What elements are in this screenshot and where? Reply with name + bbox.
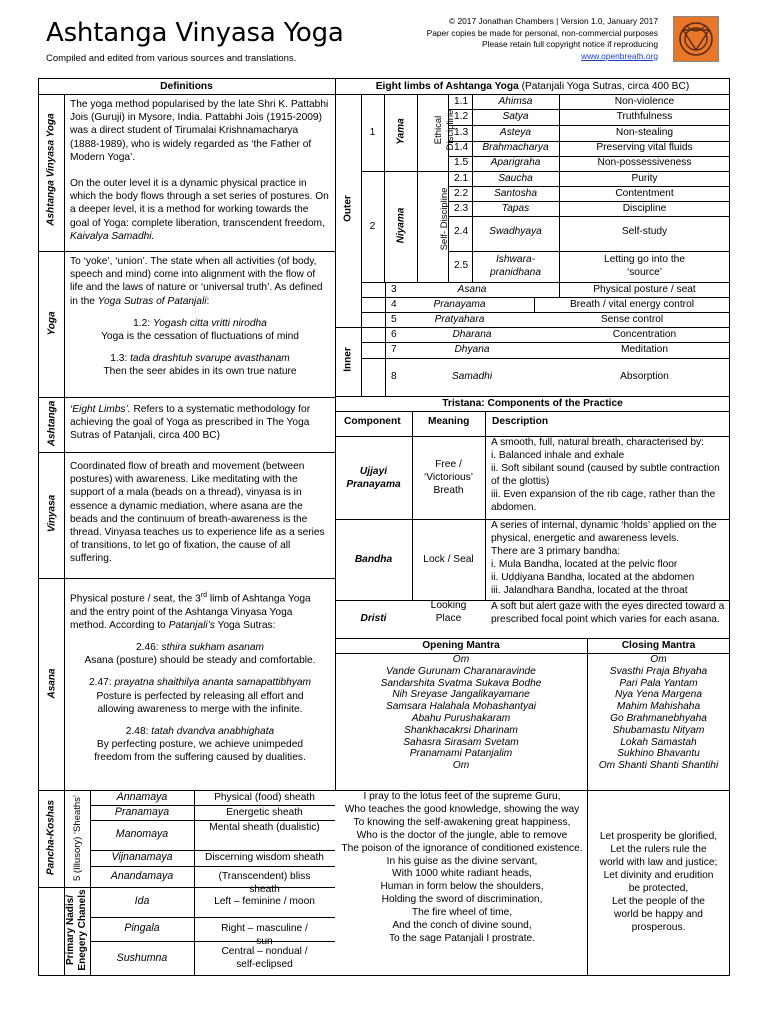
limb-english: Concentration: [612, 329, 677, 340]
nadi-english: Left – feminine / moon: [214, 896, 315, 907]
opening-mantra-sanskrit: [335, 654, 587, 772]
limb-sanskrit: Samadhi: [451, 371, 493, 382]
def-label-ashtanga: Ashtanga: [46, 400, 58, 447]
limb-sanskrit: Brahmacharya: [482, 142, 549, 153]
limb-number: 1.4: [454, 142, 469, 153]
tristana-description: [491, 520, 727, 597]
nadi-row-divider: [90, 917, 335, 918]
limb-english: Non-possessiveness: [597, 157, 692, 168]
limb-number: 7: [391, 344, 397, 355]
limb-number: 8: [391, 371, 397, 382]
limb-number: 2.3: [454, 203, 469, 214]
limb-number: 1.2: [454, 111, 469, 122]
retain-note: Please retain full copyright notice if reproducing: [482, 39, 658, 49]
tristana-col-component: Component: [344, 416, 401, 427]
kosha-sanskrit: Vijnanamaya: [111, 851, 173, 863]
kosha-row-divider: [90, 866, 335, 867]
mantra-line: In his guise as the divine servant,: [386, 855, 538, 867]
mantra-line: Go Brahmanebhyaha: [610, 712, 707, 724]
tristana-component: Dristi: [360, 613, 387, 624]
chakra-symbol-icon: [673, 16, 719, 62]
tristana-description-line: A soft but alert gaze with the eyes directed toward a prescribed focal point which varies for each asana.: [491, 601, 725, 625]
limb-english: Absorption: [620, 371, 669, 382]
tristana-component: Ujjayi Pranayama: [346, 465, 401, 490]
page-subtitle: Compiled and edited from various sources and translations.: [46, 53, 297, 64]
limb-english: Non-violence: [614, 96, 675, 107]
tristana-description-line: A series of internal, dynamic ‘holds’ applied on the physical, energetic and awareness levels.: [491, 520, 717, 544]
ethical-discipline-label: Ethical Discipline: [433, 109, 456, 151]
nadi-sanskrit: Sushumna: [116, 951, 168, 964]
mantra-line: Let the rulers rule the: [610, 844, 707, 855]
nadi-sanskrit: Pingala: [124, 922, 160, 934]
tristana-description-line: i. Balanced inhale and exhale: [491, 449, 625, 461]
mantra-line: I pray to the lotus feet of the supreme Guru,: [363, 791, 561, 802]
asana-sutra-2-48-translation-1: By perfecting posture, we achieve unimpeded: [96, 739, 304, 751]
mantra-line: Shubamastu Nityam: [612, 724, 705, 736]
def-text-asana: Physical posture / seat, the 3rd limb of Ashtanga Yoga and the entry point of the Ashtanga Vinyasa Yoga method. According to Patanjali’s Yoga Sutras: 2.46: sthira sukham asanam Asana (posture) should be steady and comfortable. 2.47: prayatna shaithilya ananta samapattibhyam Posture is perfected by releasing all effort and allowing awareness to merge with the infinite. 2.48: tatah dvandva anabhighata By perfecting posture, we achieve unimpeded freedom from the suffering caused by dualities.: [70, 589, 330, 765]
limb-english: Meditation: [620, 344, 668, 355]
yama-label: Yama: [395, 118, 407, 145]
limb-sanskrit: Santosha: [493, 188, 538, 199]
def-text-yoga: To ‘yoke’, ‘union’. The state when all activities (of body, speech and mind) come into alignment with the flow of life and the laws of nature or ‘universal truth’. As defined in the Yoga Sutras of Patanjali: 1.2: Yogash citta vritti nirodha Yoga is the cessation of fluctuations of mind 1.3: tada drashtuh svarupe avasthanam Then the seer abides in its own true nature: [70, 255, 330, 379]
limb-english: Purity: [631, 173, 658, 184]
niyama-number: 2: [369, 221, 376, 232]
nadi-english: Central – nondual / self-eclipsed: [221, 946, 308, 971]
kosha-english: Physical (food) sheath: [214, 791, 315, 803]
kosha-english: (Transcendent) bliss sheath: [218, 870, 311, 895]
opening-mantra-translation: [340, 791, 584, 946]
mantra-line: To the sage Patanjali I prostrate.: [388, 932, 536, 944]
closing-mantra-heading: Closing Mantra: [621, 640, 696, 651]
limb-sanskrit: Pratyahara: [434, 314, 485, 325]
limb-english: Breath / vital energy control: [569, 299, 694, 310]
kosha-english: Mental sheath (dualistic): [209, 822, 320, 833]
limb-english: Discipline: [622, 203, 667, 214]
page-title: Ashtanga Vinyasa Yoga: [46, 18, 344, 48]
mantra-line: Mahim Mahishaha: [616, 701, 701, 713]
mantra-line: The poison of the ignorance of conditioned existence.: [341, 842, 583, 854]
tristana-meaning: Lock / Seal: [423, 553, 474, 565]
limb-sanskrit: Satya: [502, 111, 529, 122]
tristana-heading: Tristana: Components of the Practice: [442, 398, 623, 409]
mantra-line: Who is the doctor of the jungle, able to remove: [356, 829, 568, 841]
tristana-col-meaning: Meaning: [428, 416, 470, 427]
mantra-line: Om: [452, 760, 470, 772]
limb-sanskrit: Asteya: [499, 127, 532, 138]
tristana-description: [491, 437, 727, 514]
tristana-description-line: There are 3 primary bandha:: [491, 545, 621, 557]
paper-note: Paper copies be made for personal, non-commercial purposes: [426, 27, 658, 38]
kosha-english: Energetic sheath: [226, 806, 303, 818]
mantra-line: Human in form below the shoulders,: [380, 881, 544, 893]
limbs-heading: Eight limbs of Ashtanga Yoga (Patanjali Yoga Sutras, circa 400 BC): [375, 81, 690, 92]
tristana-description-line: iii. Even expansion of the rib cage, rather than the abdomen.: [491, 488, 716, 513]
outer-label: Outer: [342, 195, 354, 222]
mantra-line: Nih Sreyase Jangalikayamane: [392, 689, 530, 701]
limb-english: Self-study: [621, 226, 668, 237]
asana-sutra-2-47-translation-2: allowing awareness to merge with the infinite.: [97, 703, 303, 715]
tristana-meaning: Free / ‘Victorious’ Breath: [423, 458, 474, 496]
closing-mantra-sanskrit: [587, 654, 730, 772]
limb-english: Letting go into the ‘source’: [604, 254, 685, 278]
limb-sanskrit: Ahimsa: [498, 96, 533, 107]
inner-label: Inner: [342, 347, 354, 372]
yoga-sutra-1-2: 1.2: Yogash citta vritti nirodha: [133, 317, 267, 329]
website-link[interactable]: www.openbreath.org: [581, 50, 658, 61]
mantra-line: Sandarshita Svatma Sukava Bodhe: [380, 677, 542, 689]
opening-mantra-heading: Opening Mantra: [422, 640, 500, 651]
mantra-line: Vande Gurunam Charanaravinde: [386, 665, 536, 677]
tristana-meaning: Looking Place: [430, 600, 467, 625]
def-label-ashtanga-vinyasa-yoga: Ashtanga Vinyasa Yoga: [45, 113, 57, 226]
tristana-description: [491, 601, 727, 627]
asana-sutra-2-46: 2.46: sthira sukham asanam: [135, 642, 264, 653]
limb-sanskrit: Tapas: [501, 203, 530, 214]
definitions-heading: Definitions: [160, 81, 213, 92]
kosha-sanskrit: Annamaya: [116, 790, 168, 803]
mantra-line: Om: [452, 654, 470, 665]
mantra-line: Who teaches the good knowledge, showing the way: [344, 803, 580, 815]
limb-number: 2.2: [454, 188, 469, 199]
limb-number: 6: [391, 329, 397, 340]
limb-sanskrit: Pranayama: [433, 299, 486, 310]
mantra-line: Holding the sword of discrimination,: [381, 894, 543, 906]
mantra-line: Om Shanti Shanti Shantihi: [598, 760, 719, 772]
mantra-line: Samsara Halahala Mohashantyai: [385, 701, 537, 713]
def-text-vinyasa: Coordinated flow of breath and movement (between postures) with awareness. Like meditating with the support of a mala (beads on a thread), vinyasa is in essence a dynamic mediation, where asana are the beads and the continuum of breath-awareness is the thread. Vinyasa teaches us to experience life as a series of transitions, to let go of fixation, the cause of all suffering.: [70, 461, 325, 565]
kosha-english: Discerning wisdom sheath: [205, 852, 324, 863]
copyright-notice: [398, 16, 658, 62]
limb-english: Non-stealing: [615, 127, 674, 138]
limb-english: Truthfulness: [616, 111, 673, 122]
limb-number: 3: [391, 284, 397, 295]
mantra-line: And the conch of divine sound,: [392, 920, 532, 932]
limb-english: Physical posture / seat: [593, 284, 696, 295]
tristana-description-line: iii. Jalandhara Bandha, located at the throat: [491, 584, 688, 596]
closing-mantra-translation: [587, 830, 730, 934]
mantra-line: Pari Pala Yantam: [619, 677, 698, 689]
mantra-line: To knowing the self-awakening great happiness,: [353, 816, 571, 828]
tristana-description-line: ii. Soft sibilant sound (caused by subtle contraction of the glottis): [491, 462, 720, 487]
mantra-line: Sahasra Sirasam Svetam: [403, 736, 519, 748]
mantra-line: Pranamami Patanjalim: [409, 748, 513, 760]
asana-sutra-2-47: 2.47: prayatna shaithilya ananta samapattibhyam: [88, 677, 312, 689]
limb-sanskrit: Aparigraha: [490, 157, 541, 168]
kosha-sanskrit: Anandamaya: [110, 869, 174, 882]
asana-sutra-2-47-translation-1: Posture is perfected by releasing all effort and: [96, 690, 304, 702]
limb-number: 2.4: [454, 226, 469, 237]
tristana-description-line: ii. Uḍḍiyana Bandha, located at the abdomen: [491, 571, 695, 583]
yoga-sutra-1-3-translation: Then the seer abides in its own true nature: [103, 366, 297, 378]
def-text-ashtanga: ‘Eight Limbs’. Refers to a systematic methodology for achieving the goal of Yoga as prescribed in The Yoga Sutras of Patanjali, circa 400 BC): [70, 404, 311, 442]
copyright-line: © 2017 Jonathan Chambers | Version 1.0, January 2017: [448, 16, 658, 26]
mantra-line: Let prosperity be glorified,: [599, 831, 718, 842]
mantra-line: The fire wheel of time,: [411, 907, 513, 919]
tristana-component: Bandha: [354, 553, 393, 565]
def-avy-para2: On the outer level it is a dynamic physical practice in which the body flows through a set series of postures. On a deeper level, it is a method for working towards the goal of Yoga: complete liberation, transcendent freedom, Kaivalya Samadhi.: [70, 178, 329, 242]
def-label-asana: Asana: [46, 668, 58, 699]
mantra-line: Abahu Purushakaram: [411, 712, 511, 724]
mantra-line: Nya Yena Margena: [614, 689, 703, 701]
limb-sanskrit: Ishwara-pranidhana: [490, 254, 541, 278]
def-label-yoga: Yoga: [46, 311, 58, 336]
mantra-line: Lokah Samastah: [620, 736, 697, 748]
yama-number: 1: [369, 127, 376, 138]
limb-number: 1.5: [454, 157, 469, 168]
limb-sanskrit: Saucha: [498, 173, 533, 184]
mantra-line: Let divinity and erudition: [603, 870, 714, 881]
limb-number: 4: [391, 299, 397, 310]
def-label-vinyasa: Vinyasa: [46, 494, 58, 533]
mantra-line: Svasthi Praja Bhyaha: [609, 665, 708, 677]
limb-number: 1.1: [454, 96, 469, 107]
yoga-sutra-1-2-translation: Yoga is the cessation of fluctuations of mind: [101, 331, 299, 343]
asana-sutra-2-46-translation: Asana (posture) should be steady and comfortable.: [84, 655, 316, 667]
yoga-sutra-1-3: 1.3: tada drashtuh svarupe avasthanam: [110, 353, 290, 365]
limb-english: Preserving vital fluids: [596, 142, 693, 153]
def-text-avy: [70, 98, 330, 243]
limb-number: 2.1: [454, 173, 469, 184]
mantra-line: Shankhacakrsi Dharinam: [404, 724, 518, 736]
sheaths-label: 5 (Illusory) ‘Sheaths’: [72, 794, 83, 882]
nadi-english: Right – masculine / sun: [221, 923, 308, 948]
mantra-line: Let the people of the: [612, 896, 705, 907]
tristana-col-description: Description: [492, 416, 549, 427]
mantra-line: Sukhino Bhavantu: [617, 748, 700, 760]
limb-english: Contentment: [615, 188, 674, 199]
limb-number: 2.5: [454, 260, 469, 271]
limb-sanskrit: Swadhyaya: [489, 226, 542, 237]
limb-sanskrit: Dhyana: [454, 344, 490, 355]
limb-english: Sense control: [600, 314, 664, 325]
kosha-sanskrit: Pranamaya: [114, 805, 170, 818]
mantra-line: be protected,: [628, 883, 689, 894]
tristana-description-line: i. Mula Bandha, located at the pelvic floor: [491, 558, 678, 570]
asana-sutra-2-48: 2.48: tatah dvandva anabhighata: [125, 726, 275, 738]
def-avy-para1: The yoga method popularised by the late Shri K. Pattabhi Jois (Guruji) in Mysore, India. Pattabhi Jois (1915-2009) was a direct student of Tirumalai Krishnamacharya (1888-1989), who is widely regarded as ‘the Father of Modern Yoga’.: [70, 99, 329, 163]
mantra-line: Om: [650, 654, 667, 665]
kosha-sanskrit: Manomaya: [115, 828, 169, 840]
mantra-line: world be happy and: [614, 909, 703, 920]
limb-sanskrit: Asana: [457, 284, 487, 295]
nadi-sanskrit: Ida: [134, 895, 150, 907]
reference-sheet: [38, 78, 730, 976]
pancha-koshas-label: Pancha-Koshas: [45, 799, 57, 876]
limb-sanskrit: Dharana: [452, 329, 492, 340]
nadis-label: Primary Nadis/ Enegery Chanels: [65, 889, 88, 971]
tristana-description-line: A smooth, full, natural breath, characterised by:: [491, 437, 704, 448]
mantra-line: With 1000 white radiant heads,: [392, 868, 532, 880]
niyama-label: Niyama: [395, 207, 407, 244]
limb-number: 5: [391, 314, 397, 325]
asana-sutra-2-48-translation-2: freedom from the suffering caused by dualities.: [94, 752, 306, 764]
mantra-line: world with law and justice;: [599, 857, 718, 868]
limb-number: 1.3: [454, 127, 469, 138]
mantra-line: prosperous.: [631, 922, 686, 933]
self-discipline-label: Self- Discipline: [439, 187, 450, 251]
